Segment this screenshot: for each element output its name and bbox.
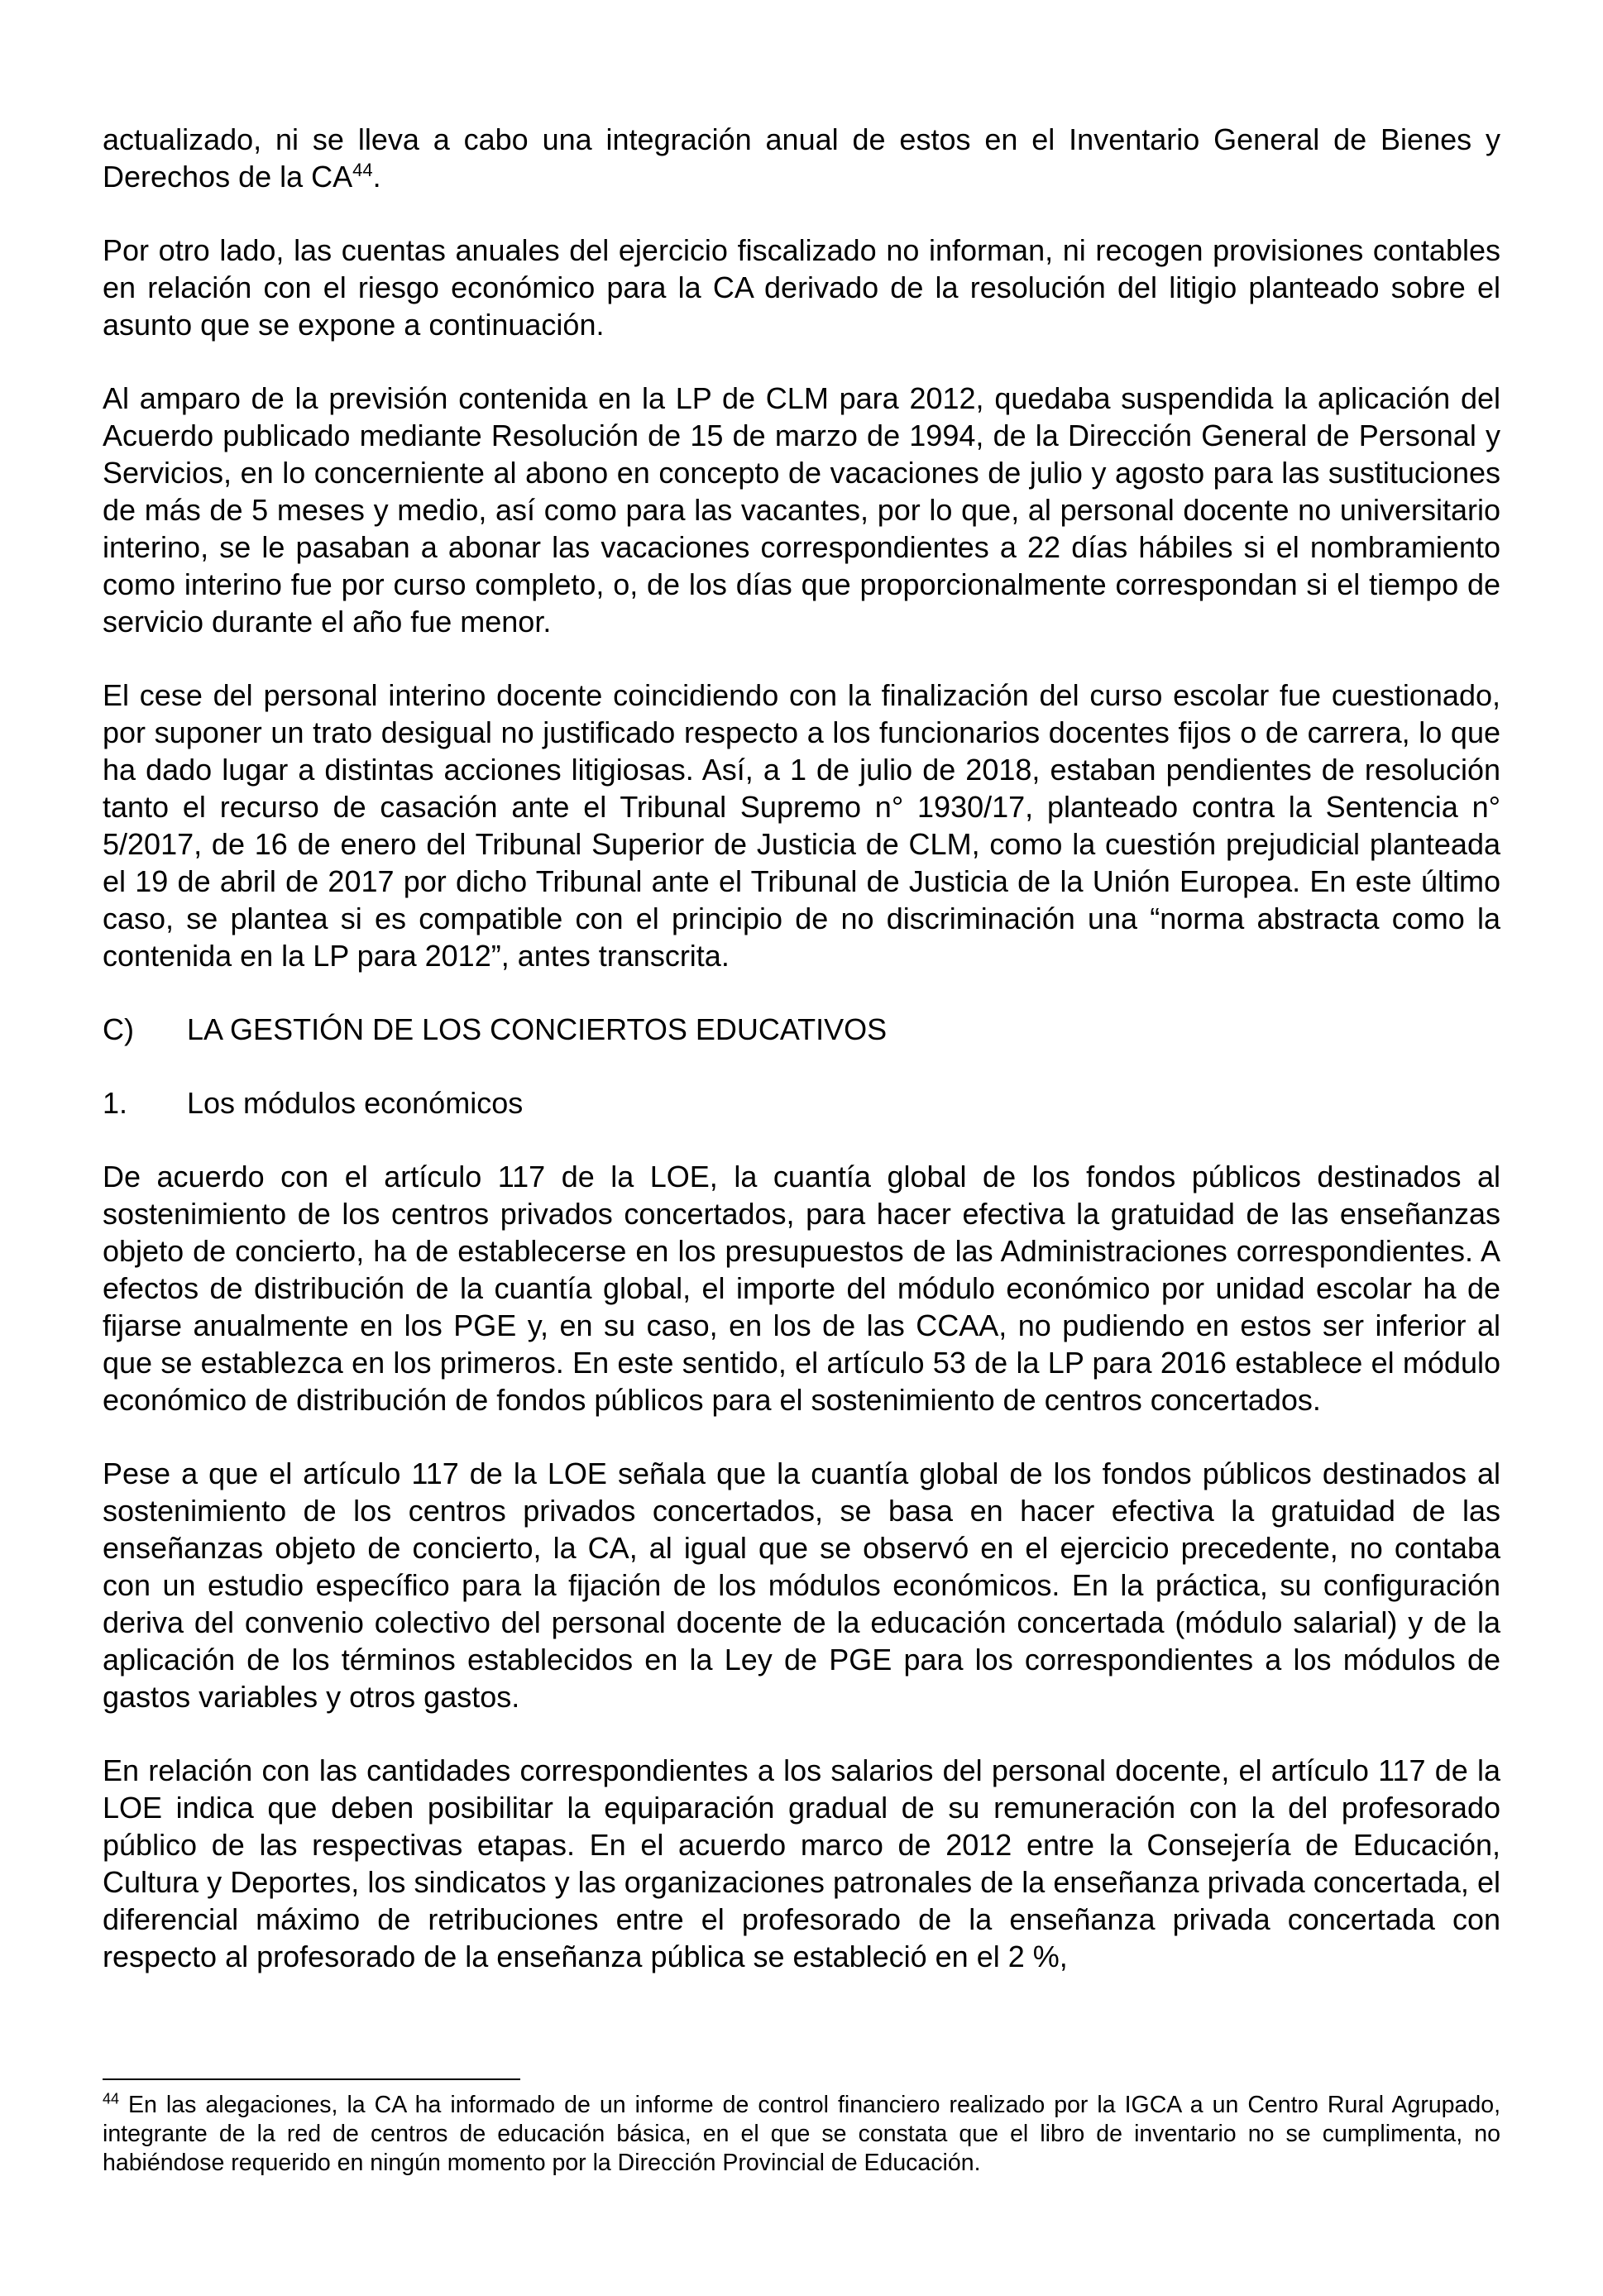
paragraph-vacations: Al amparo de la previsión contenida en la LP de CLM para 2012, quedaba suspendida la aplicación del Acuerdo publicado mediante Resolución de 15 de marzo de 1994, de la Dirección General de Personal y Servicios, en lo concerniente al abono en concepto de vacaciones de julio y agosto para las sustituciones de más de 5 meses y medio, así como para las vacantes, por lo que, al personal docente no universitario interino, se le pasaban a abonar las vacaciones correspondientes a 22 días hábiles si el nombramiento como interino fue por curso completo, o, de los días que proporcionalmente correspondan si el tiempo de servicio durante el año fue menor. <box>103 381 1500 639</box>
paragraph-modules-study: Pese a que el artículo 117 de la LOE señala que la cuantía global de los fondos públicos destinados al sostenimiento de los centros privados concertados, se basa en hacer efectiva la gratuidad de las enseñanzas objeto de concierto, la CA, al igual que se observó en el ejercicio precedente, no contaba con un estudio específico para la fijación de los módulos económicos. En la práctica, su configuración deriva del convenio colectivo del personal docente de la educación concertada (módulo salarial) y de la aplicación de los términos establecidos en la Ley de PGE para los correspondientes a los módulos de gastos variables y otros gastos. <box>103 1457 1500 1714</box>
section-heading <box>103 1011 1500 1048</box>
paragraph-litigation: El cese del personal interino docente coincidiendo con la finalización del curso escolar fue cuestionado, por suponer un trato desigual no justificado respecto a los funcionarios docentes fijos o de carrera, lo que ha dado lugar a distintas acciones litigiosas. Así, a 1 de julio de 2018, estaban pendientes de resolución tanto el recurso de casación ante el Tribunal Supremo n° 1930/17, planteado contra la Sentencia n° 5/2017, de 16 de enero del Tribunal Superior de Justicia de CLM, como la cuestión prejudicial planteada el 19 de abril de 2017 por dicho Tribunal ante el Tribunal de Justicia de la Unión Europea. En este último caso, se plantea si es compatible con el principio de no discriminación una “norma abstracta como la contenida en la LP para 2012”, antes transcrita. <box>103 678 1500 973</box>
footnote-reference[interactable]: 44 <box>352 160 373 180</box>
paragraph-salaries: En relación con las cantidades correspondientes a los salarios del personal docente, el artículo 117 de la LOE indica que deben posibilitar la equiparación gradual de su remuneración con la del profesorado público de las respectivas etapas. En el acuerdo marco de 2012 entre la Consejería de Educación, Cultura y Deportes, los sindicatos y las organizaciones patronales de la enseñanza privada concertada, el diferencial máximo de retribuciones entre el profesorado de la enseñanza privada concertada con respecto al profesorado de la enseñanza pública se estableció en el 2 %, <box>103 1753 1500 1973</box>
footnote <box>103 2091 1500 2178</box>
footnote-number: 44 <box>103 2090 120 2107</box>
subsection-number: 1. <box>103 1086 128 1120</box>
footnote-text: En las alegaciones, la CA ha informado de un informe de control financiero realizado por la IGCA a un Centro Rural Agrupado, integrante de la red de centros de educación básica, en el que se constata que el libro de inventario no se cumplimenta, no habiéndose requerido en ningún momento por la Dirección Provincial de Educación. <box>103 2092 1500 2176</box>
paragraph-provisions: Por otro lado, las cuentas anuales del ejercicio fiscalizado no informan, ni recogen provisiones contables en relación con el riesgo económico para la CA derivado de la resolución del litigio planteado sobre el asunto que se expone a continuación. <box>103 233 1500 342</box>
paragraph-loe-article: De acuerdo con el artículo 117 de la LOE, la cuantía global de los fondos públicos destinados al sostenimiento de los centros privados concertados, para hacer efectiva la gratuidad de las enseñanzas objeto de concierto, ha de establecerse en los presupuestos de las Administraciones correspondientes. A efectos de distribución de la cuantía global, el importe del módulo económico por unidad escolar ha de fijarse anualmente en los PGE y, en su caso, en los de las CCAA, no pudiendo en estos ser inferior al que se establezca en los primeros. En este sentido, el artículo 53 de la LP para 2016 establece el módulo económico de distribución de fondos públicos para el sostenimiento de centros concertados. <box>103 1160 1500 1417</box>
footnote-separator <box>103 2078 520 2080</box>
subsection-title: Los módulos económicos <box>187 1086 524 1120</box>
document-body <box>103 121 1500 2011</box>
paragraph-tail: . <box>372 160 381 194</box>
subsection-heading <box>103 1084 1500 1122</box>
section-title: LA GESTIÓN DE LOS CONCIERTOS EDUCATIVOS <box>187 1012 888 1046</box>
section-number: C) <box>103 1012 134 1046</box>
paragraph-inventory <box>103 121 1500 195</box>
paragraph-text: actualizado, ni se lleva a cabo una integración anual de estos en el Inventario General de Bienes y Derechos de la CA <box>103 122 1500 194</box>
